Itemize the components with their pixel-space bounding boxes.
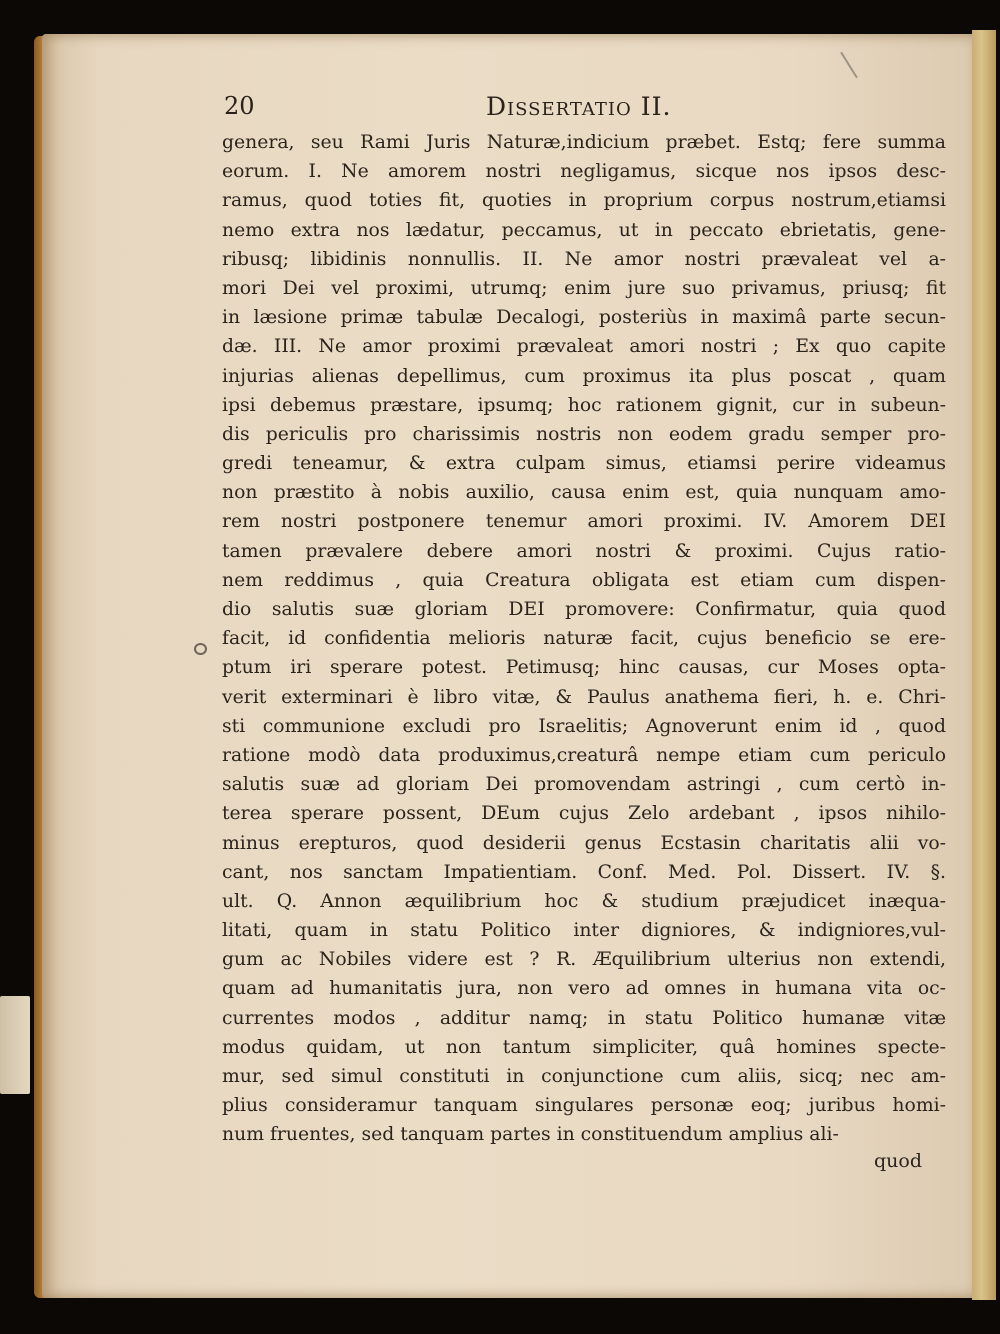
text-line: in læsione primæ tabulæ Decalogi, posteriùs in maximâ parte secun- [222, 307, 946, 329]
text-line: nemo extra nos lædatur, peccamus, ut in peccato ebrietatis, gene- [222, 219, 946, 241]
body-text [222, 128, 946, 1150]
text-line: dæ. III. Ne amor proximi prævaleat amori nostri ; Ex quo capite [222, 336, 946, 358]
text-line: gum ac Nobiles videre est ? R. Æquilibrium ulterius non extendi, [222, 949, 946, 971]
text-line: ult. Q. Annon æquilibrium hoc & studium præjudicet inæqua- [222, 890, 946, 912]
text-line: dio salutis suæ gloriam DEI promovere: Confirmatur, quia quod [222, 599, 946, 620]
page-header [222, 92, 942, 128]
text-line: ribusq; libidinis nonnullis. II. Ne amor nostri prævaleat vel a- [222, 248, 946, 270]
text-line: ratione modò data produximus,creaturâ nempe etiam cum periculo [222, 744, 946, 766]
page-tab [0, 996, 30, 1094]
text-line: eorum. I. Ne amorem nostri negligamus, sicque nos ipsos desc- [222, 161, 946, 183]
text-line: currentes modos , additur namq; in statu Politico humanæ vitæ [222, 1007, 946, 1029]
text-line: sti communione excludi pro Israelitis; Agnoverunt enim id , quod [222, 715, 946, 737]
text-line: ptum iri sperare potest. Petimusq; hinc causas, cur Moses opta- [222, 657, 946, 679]
text-line: verit exterminari è libro vitæ, & Paulus anathema fieri, h. e. Chri- [222, 686, 946, 708]
page-number: 20 [224, 92, 255, 120]
text-line: mur, sed simul constituti in conjunctione cum aliis, sicq; nec am- [222, 1066, 946, 1087]
text-line: plius consideramur tanquam singulares personæ eoq; juribus homi- [222, 1095, 946, 1117]
catchword: quod [874, 1150, 923, 1172]
text-line: injurias alienas depellimus, cum proximus ita plus poscat , quam [222, 365, 946, 387]
text-line: terea sperare possent, DEum cujus Zelo ardebant , ipsos nihilo- [222, 803, 946, 825]
text-line: rem nostri postponere tenemur amori proximi. IV. Amorem DEI [222, 511, 946, 533]
text-line: non præstito à nobis auxilio, causa enim est, quia nunquam amo- [222, 482, 946, 504]
text-line: genera, seu Rami Juris Naturæ,indicium præbet. Estq; fere summa [222, 132, 946, 153]
text-line: tamen prævalere debere amori nostri & proximi. Cujus ratio- [222, 540, 946, 562]
text-line: modus quidam, ut non tantum simpliciter, quâ homines specte- [222, 1036, 946, 1058]
right-page-edge [972, 30, 996, 1300]
text-line: gredi teneamur, & extra culpam simus, etiamsi perire videamus [222, 453, 946, 475]
text-line: mori Dei vel proximi, utrumq; enim jure suo privamus, priusq; fit [222, 277, 946, 299]
text-line: nem reddimus , quia Creatura obligata est etiam cum dispen- [222, 569, 946, 591]
paper-speck [194, 643, 207, 655]
text-line: litati, quam in statu Politico inter digniores, & indigniores,vul- [222, 920, 946, 942]
text-line: facit, id confidentia melioris naturæ facit, cujus beneficio se ere- [222, 628, 946, 650]
running-title: Dissertatio II. [486, 92, 672, 121]
text-line: ipsi debemus præstare, ipsumq; hoc rationem gignit, cur in subeun- [222, 394, 946, 416]
text-line: salutis suæ ad gloriam Dei promovendam astringi , cum certò in- [222, 774, 946, 796]
text-line: minus erepturos, quod desiderii genus Ecstasin charitatis alii vo- [222, 832, 946, 854]
text-line: cant, nos sanctam Impatientiam. Conf. Med. Pol. Dissert. IV. §. [222, 861, 946, 883]
text-line: num fruentes, sed tanquam partes in constituendum amplius ali- [222, 1124, 839, 1146]
text-line: ramus, quod toties fit, quoties in proprium corpus nostrum,etiamsi [222, 190, 946, 212]
text-line: quam ad humanitatis jura, non vero ad omnes in humana vita oc- [222, 978, 946, 1000]
text-line: dis periculis pro charissimis nostris non eodem gradu semper pro- [222, 423, 946, 445]
